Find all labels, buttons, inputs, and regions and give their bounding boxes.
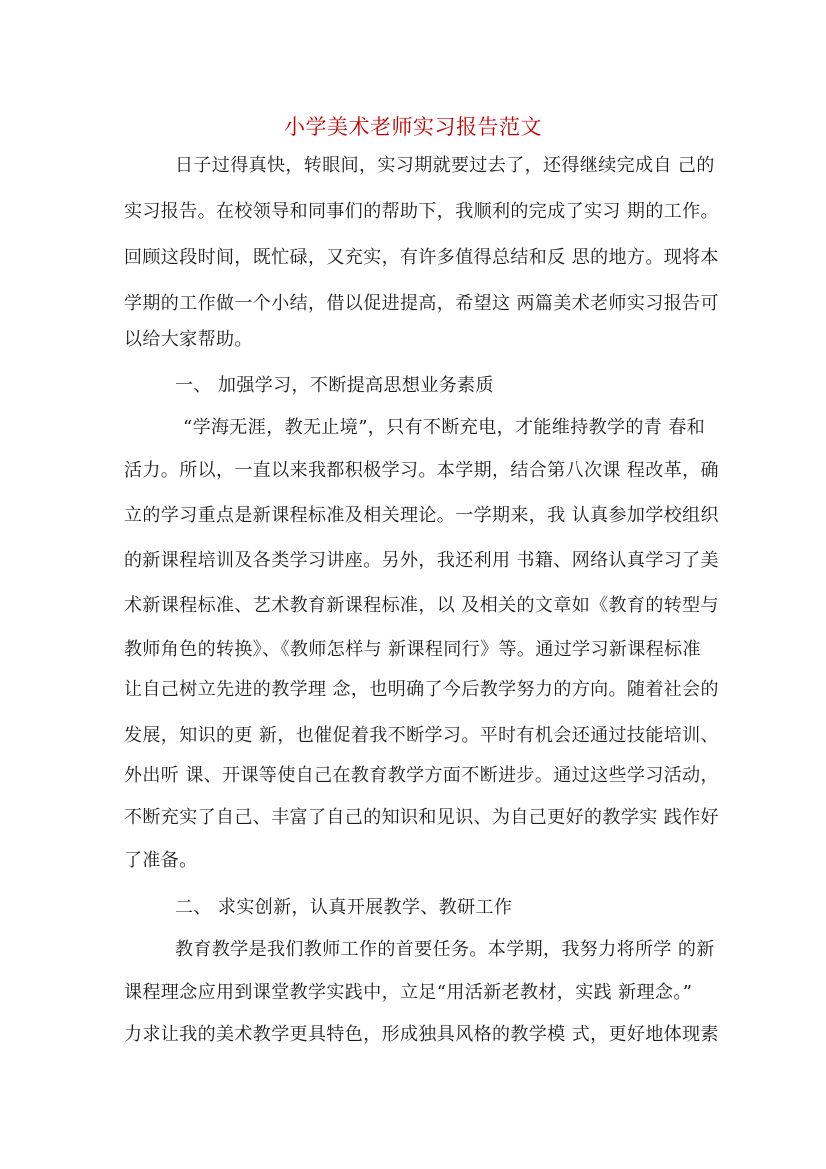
paragraph-line: 实习报告。在校领导和同事们的帮助下，我顺利的完成了实习 期的工作。: [124, 201, 719, 222]
paragraph-line: 回顾这段时间，既忙碌，又充实，有许多值得总结和反 思的地方。现将本: [124, 247, 719, 268]
paragraph-line: 让自己树立先进的教学理 念，也明确了今后教学努力的方向。随着社会的: [124, 679, 719, 700]
paragraph-line: 学期的工作做一个小结，借以促进提高，希望这 两篇美术老师实习报告可: [124, 293, 719, 314]
paragraph-line: 课程理念应用到课堂教学实践中，立足“用活新老教材，实践 新理念。”: [124, 982, 693, 1003]
paragraph-line: 立的学习重点是新课程标准及相关理论。一学期来，我 认真参加学校组织: [124, 505, 719, 526]
paragraph-line: 的新课程培训及各类学习讲座。另外，我还利用 书籍、网络认真学习了美: [124, 550, 719, 571]
document-title: 小学美术老师实习报告范文: [284, 115, 542, 139]
section-heading: 一、 加强学习，不断提高思想业务素质: [175, 375, 494, 396]
paragraph-line: 发展，知识的更 新，也催促着我不断学习。平时有机会还通过技能培训、: [124, 725, 719, 746]
section-heading: 二、 求实创新，认真开展教学、教研工作: [175, 897, 513, 918]
paragraph-line: 教师角色的转换》、《教师怎样与 新课程同行》等。通过学习新课程标准: [124, 639, 701, 660]
paragraph-line: 以给大家帮助。: [124, 329, 253, 350]
paragraph-line: “学海无涯，教无止境”，只有不断充电，才能维持教学的青 春和: [183, 417, 706, 438]
paragraph-line: 了准备。: [124, 850, 198, 871]
paragraph-line: 日子过得真快，转眼间，实习期就要过去了，还得继续完成自 己的: [175, 155, 715, 176]
paragraph-line: 术新课程标准、艺术教育新课程标准，以 及相关的文章如《教育的转型与: [124, 595, 719, 616]
paragraph-line: 力求让我的美术教学更具特色，形成独具风格的教学模 式，更好地体现素: [124, 1024, 719, 1045]
paragraph-line: 教育教学是我们教师工作的首要任务。本学期，我努力将所学 的新: [175, 939, 715, 960]
paragraph-line: 不断充实了自己、丰富了自己的知识和见识、为自己更好的教学实 践作好: [124, 807, 719, 828]
paragraph-line: 活力。所以，一直以来我都积极学习。本学期，结合第八次课 程改革，确: [124, 460, 719, 481]
paragraph-line: 外出听 课、开课等使自己在教育教学方面不断进步。通过这些学习活动，: [124, 765, 719, 786]
